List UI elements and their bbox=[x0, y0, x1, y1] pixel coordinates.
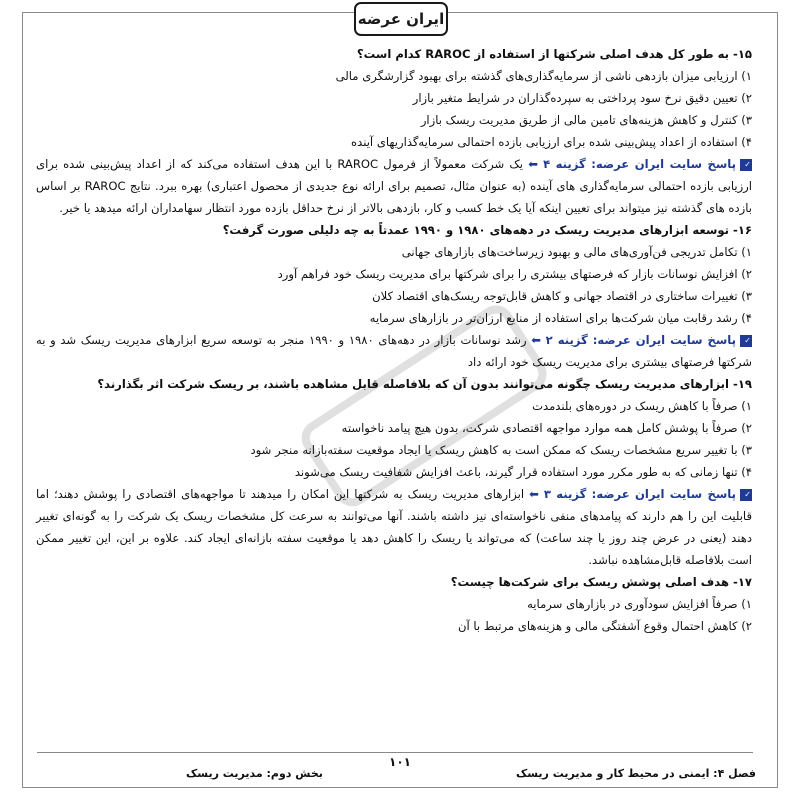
question-title: ۱۹- ابزارهای مدیریت ریسک چگونه می‌توانند بدون آن که بلافاصله قابل مشاهده باشند، بر ریسک شرکت اثر بگذارند؟ bbox=[97, 377, 752, 391]
option: ۲) صرفاً با پوشش کامل همه موارد مواجهه اقتصادی شرکت، بدون هیچ پیامد ناخواسته bbox=[341, 421, 752, 435]
question-title: ۱۶- توسعه ابزارهای مدیریت ریسک در دهه‌های ۱۹۸۰ و ۱۹۹۰ عمدتاً به چه دلیلی صورت گرفت؟ bbox=[222, 223, 752, 237]
arrow-icon: ⬅ bbox=[531, 333, 541, 347]
option: ۲) کاهش احتمال وقوع آشفتگی مالی و هزینه‌های مرتبط با آن bbox=[457, 619, 752, 633]
answer-block bbox=[36, 483, 752, 571]
option: ۳) با تغییر سریع مشخصات ریسک که ممکن است به کاهش ریسک یا ایجاد موقعیت سفته‌بازانه منجر شود bbox=[250, 443, 752, 457]
option: ۴) رشد رقابت میان شرکت‌ها برای استفاده از منابع ارزان‌تر در بازارهای سرمایه bbox=[369, 311, 752, 325]
page-number: ۱۰۱ bbox=[389, 755, 411, 769]
section-title: بخش دوم: مدیریت ریسک bbox=[186, 767, 323, 780]
arrow-icon: ⬅ bbox=[528, 157, 538, 171]
document-body bbox=[36, 43, 752, 637]
answer-label: پاسخ سایت ایران عرضه: گزینه ۳ bbox=[543, 487, 736, 501]
option: ۱) ارزیابی میزان بازدهی ناشی از سرمایه‌گذاری‌های گذشته برای بهبود گزارشگری مالی bbox=[335, 69, 752, 83]
option: ۲) افزایش نوسانات بازار که فرصتهای بیشتری را برای شرکتها برای مدیریت ریسک خود فراهم آورد bbox=[277, 267, 752, 281]
checkbox-icon: ✓ bbox=[740, 335, 752, 347]
option: ۱) صرفاً با کاهش ریسک در دوره‌های بلندمدت bbox=[532, 399, 752, 413]
site-logo bbox=[354, 2, 448, 36]
checkbox-icon: ✓ bbox=[740, 159, 752, 171]
option: ۳) تغییرات ساختاری در اقتصاد جهانی و کاهش قابل‌توجه ریسک‌های اقتصاد کلان bbox=[372, 289, 752, 303]
option: ۱) صرفاً افزایش سودآوری در بازارهای سرمایه bbox=[527, 597, 752, 611]
chapter-title: فصل ۴: ایمنی در محیط کار و مدیریت ریسک bbox=[515, 767, 756, 780]
option: ۲) تعیین دقیق نرخ سود پرداختی به سپرده‌گذاران در شرایط متغیر بازار bbox=[412, 91, 752, 105]
option: ۴) استفاده از اعداد پیش‌بینی شده برای ارزیابی بازده احتمالی سرمایه‌گذاریهای آینده bbox=[351, 135, 752, 149]
answer-label: پاسخ سایت ایران عرضه: گزینه ۲ bbox=[545, 333, 736, 347]
option: ۳) کنترل و کاهش هزینه‌های تامین مالی از طریق مدیریت ریسک بازار bbox=[420, 113, 752, 127]
footer-divider bbox=[37, 752, 753, 753]
question-title: ۱۷- هدف اصلی پوشش ریسک برای شرکت‌ها چیست؟ bbox=[450, 575, 752, 589]
question-title: ۱۵- به طور کل هدف اصلی شرکتها از استفاده از RAROC کدام است؟ bbox=[356, 47, 752, 61]
answer-text: رشد نوسانات بازار در دهه‌های ۱۹۸۰ و ۱۹۹۰ منجر به توسعه سریع ابزارهای مدیریت ریسک شد و به شرکتها فرصتهای بیشتری برای مدیریت ریسک خود ارائه داد bbox=[36, 333, 752, 369]
option: ۴) تنها زمانی که به طور مکرر مورد استفاده قرار گیرند، باعث افزایش شفافیت ریسک می‌شوند bbox=[294, 465, 752, 479]
answer-text: ابزارهای مدیریت ریسک به شرکتها این امکان را میدهند تا مواجهه‌های اقتصادی را پوشش دهند؛ اما قابلیت این را هم دارند که پیامدهای منفی ناخواسته‌ای نیز داشته باشند. آنها می‌توانند به سرعت کل مشخصات ریسک یک شرکت را به گونه‌ای تغییر دهند (یعنی در عرض چند روز یا چند ساعت) که می‌تواند یا ریسک را کاهش دهد یا موقعیت سفته بازانه‌ای ایجاد کند. علاوه بر این، این تغییر ممکن است بلافاصله قابل‌مشاهده نباشد. bbox=[36, 487, 752, 567]
arrow-icon: ⬅ bbox=[529, 487, 539, 501]
answer-block bbox=[36, 329, 752, 373]
answer-block bbox=[36, 153, 752, 219]
option: ۱) تکامل تدریجی فن‌آوری‌های مالی و بهبود زیرساخت‌های بازارهای جهانی bbox=[401, 245, 752, 259]
checkbox-icon: ✓ bbox=[740, 489, 752, 501]
answer-label: پاسخ سایت ایران عرضه: گزینه ۴ bbox=[543, 157, 736, 171]
logo-text: ایران عرضه bbox=[357, 10, 445, 28]
answer-text: یک شرکت معمولاً از فرمول RAROC با این هدف استفاده می‌کند که از اعداد پیش‌بینی شده برای ارزیابی بازده احتمالی سرمایه‌گذاری های آینده (به عنوان مثال، تصمیم برای ارائه نوع جدیدی از محصول اعتباری) بهره ببرد. نتایج RAROC بر اساس بازده های گذشته نیز میتواند برای تعیین اینکه آیا یک خط کسب و کار، بازدهی بالاتر از نرخ حداقل بازده مورد انتظار سهامداران ارائه میدهد یا خیر. bbox=[36, 157, 752, 215]
